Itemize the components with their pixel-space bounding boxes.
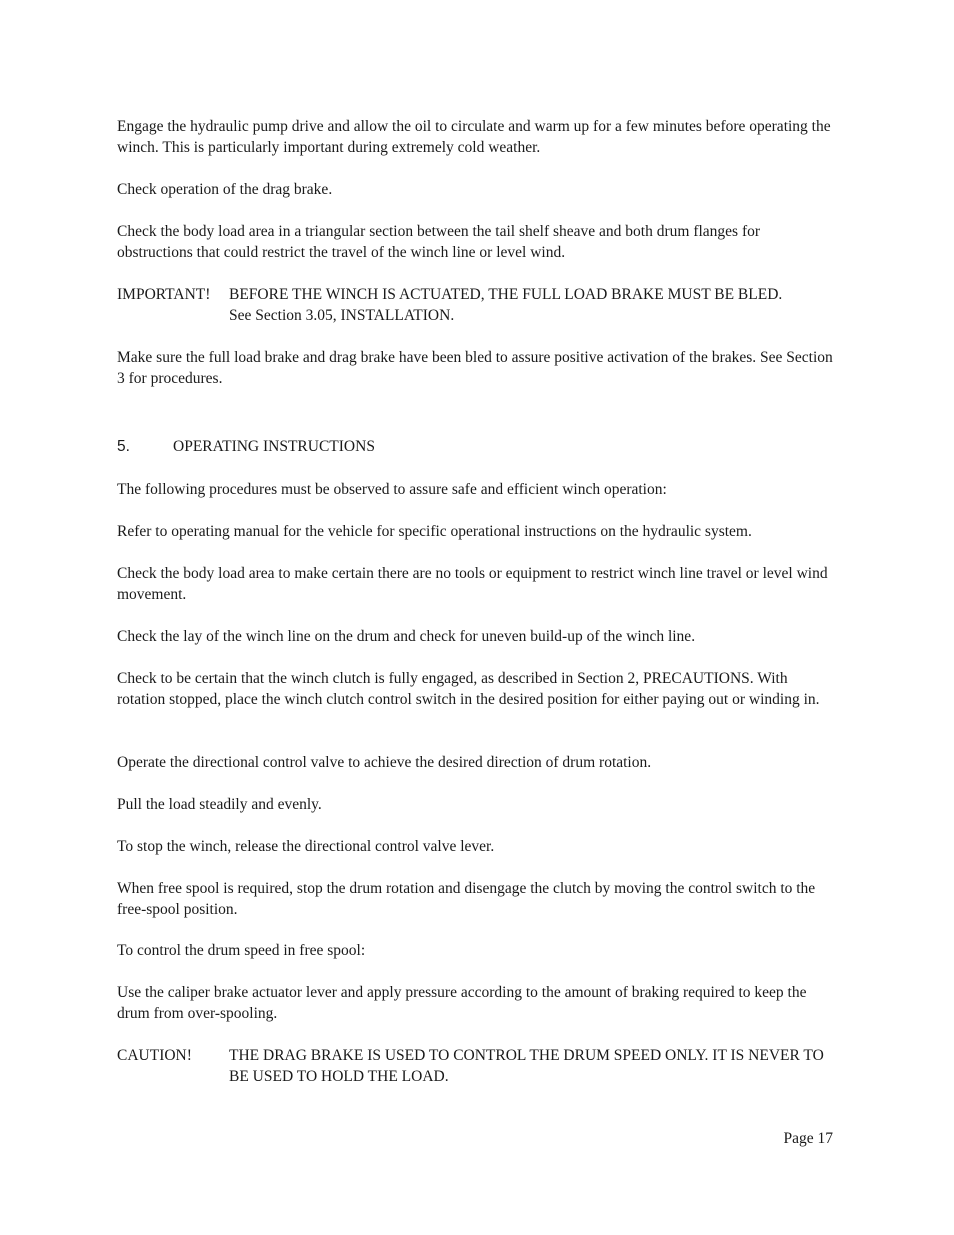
paragraph-refer-manual: Refer to operating manual for the vehicle for specific operational instructions on the hydraulic system.	[117, 523, 752, 540]
section-title: OPERATING INSTRUCTIONS	[173, 438, 375, 455]
paragraph-caliper-brake: Use the caliper brake actuator lever and apply pressure according to the amount of braking required to keep the drum from over-spooling.	[117, 984, 807, 1022]
paragraph-free-spool: When free spool is required, stop the drum rotation and disengage the clutch by moving the control switch to the free-spool position.	[117, 880, 816, 918]
paragraph-procedures-intro: The following procedures must be observed to assure safe and efficient winch operation:	[117, 481, 667, 498]
paragraph-drum-speed: To control the drum speed in free spool:	[117, 942, 366, 959]
paragraph-operate-valve: Operate the directional control valve to achieve the desired direction of drum rotation.	[117, 754, 652, 771]
section-number: 5.	[117, 438, 130, 455]
paragraph-check-tools: Check the body load area to make certain there are no tools or equipment to restrict winch line travel or level wind movement.	[117, 565, 828, 603]
paragraph-bleed-brakes: Make sure the full load brake and drag brake have been bled to assure positive activation of the brakes. See Section 3 for procedures.	[117, 349, 833, 387]
important-body	[229, 284, 839, 326]
paragraph-drag-brake-check: Check operation of the drag brake.	[117, 181, 333, 198]
paragraph-load-area-check: Check the body load area in a triangular section between the tail shelf sheave and both drum flanges for obstructions that could restrict the travel of the winch line or level wind.	[117, 223, 761, 261]
paragraph-check-clutch: Check to be certain that the winch clutch is fully engaged, as described in Section 2, PRECAUTIONS. With rotation stopped, place the winch clutch control switch in the desired position for either paying out or winding in.	[117, 670, 820, 708]
caution-body: THE DRAG BRAKE IS USED TO CONTROL THE DRUM SPEED ONLY. IT IS NEVER TO BE USED TO HOLD THE LOAD.	[229, 1047, 824, 1085]
paragraph-stop-winch: To stop the winch, release the directional control valve lever.	[117, 838, 495, 855]
page-number: Page 17	[783, 1130, 833, 1147]
paragraph-check-lay: Check the lay of the winch line on the drum and check for uneven build-up of the winch line.	[117, 628, 696, 645]
paragraph-pull-load: Pull the load steadily and evenly.	[117, 796, 322, 813]
important-line-2: See Section 3.05, INSTALLATION.	[229, 307, 455, 324]
important-label: IMPORTANT!	[117, 286, 211, 303]
paragraph-warm-up: Engage the hydraulic pump drive and allow the oil to circulate and warm up for a few minutes before operating the winch. This is particularly important during extremely cold weather.	[117, 118, 831, 156]
important-line-1: BEFORE THE WINCH IS ACTUATED, THE FULL LOAD BRAKE MUST BE BLED.	[229, 286, 783, 303]
caution-label: CAUTION!	[117, 1047, 192, 1064]
